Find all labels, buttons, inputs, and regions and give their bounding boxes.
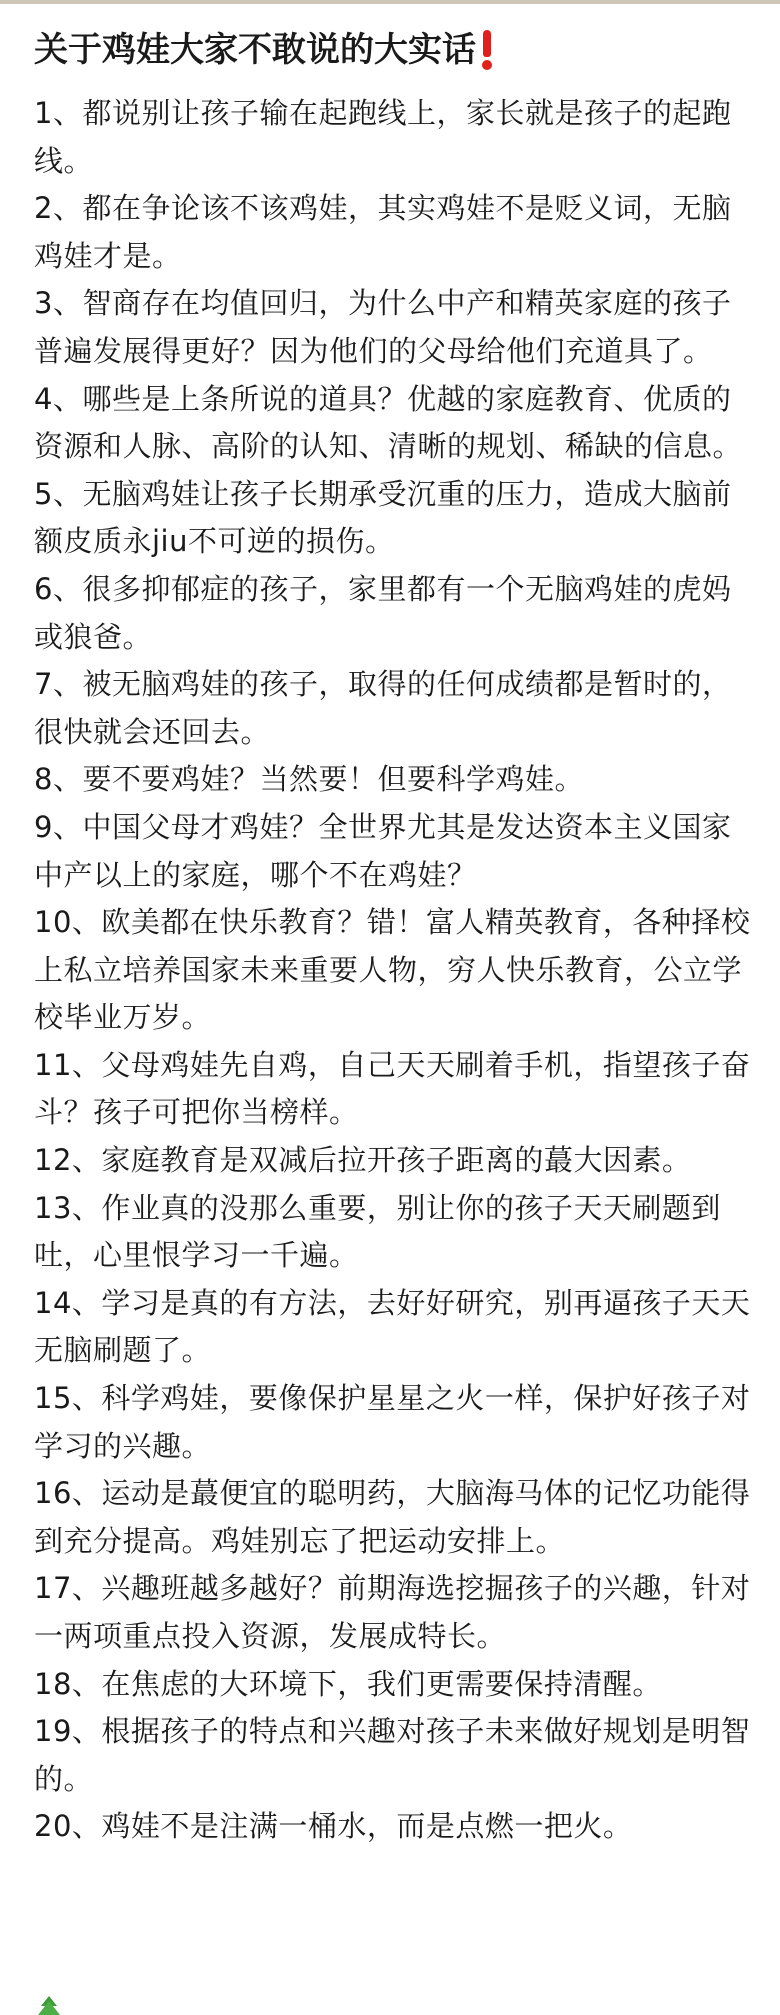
list-item-number: 12、 [34,1143,102,1178]
list-item-text: 学习是真的有方法，去好好研究，别再逼孩子天天无脑刷题了。 [34,1285,751,1368]
list-item-text: 运动是蕞便宜的聪明药，大脑海马体的记忆功能得到充分提高。鸡娃别忘了把运动安排上。 [34,1476,751,1558]
page-title [34,26,752,74]
list-item-number: 3、 [34,286,83,321]
list-item [34,899,752,1042]
list-item [34,471,752,566]
list-item-number: 7、 [34,667,83,702]
list-item-text: 兴趣班越多越好？前期海选挖掘孩子的兴趣，针对一两项重点投入资源，发展成特长。 [34,1571,751,1653]
list-item-number: 14、 [34,1285,102,1320]
list-item-text: 被无脑鸡娃的孩子，取得的任何成绩都是暂时的，很快就会还回去。 [34,667,732,749]
list-item-text: 科学鸡娃，要像保护星星之火一样，保护好孩子对学习的兴趣。 [34,1381,751,1463]
list-item-text: 作业真的没那么重要，别让你的孩子天天刷题到吐，心里恨学习一千遍。 [34,1190,721,1273]
list-item-text: 中国父母才鸡娃？全世界尤其是发达资本主义国家中产以上的家庭，哪个不在鸡娃？ [34,809,732,892]
list-item [34,661,752,756]
list-item-text: 都在争论该不该鸡娃，其实鸡娃不是贬义词，无脑鸡娃才是。 [34,191,732,273]
list-item-number: 18、 [34,1666,102,1701]
list-item-text: 父母鸡娃先自鸡，自己天天刷着手机，指望孩子奋斗？孩子可把你当榜样。 [34,1047,751,1130]
list-item [34,1470,752,1565]
list-item [34,804,752,899]
page-title-text: 关于鸡娃大家不敢说的大实话 [34,30,476,70]
list-item-text: 根据孩子的特点和兴趣对孩子未来做好规划是明智的。 [34,1714,751,1796]
list-item [34,90,752,185]
list-item-number: 2、 [34,191,83,226]
list-item-number: 1、 [34,96,83,130]
list-item-number: 8、 [34,762,83,797]
list-item [34,566,752,661]
list-item [34,1280,752,1375]
list-item [34,1137,752,1185]
list-item [34,376,752,471]
list-item [34,1803,752,1851]
list-item-number: 11、 [34,1047,102,1082]
list-item-number: 20、 [34,1809,102,1844]
list-item-text: 要不要鸡娃？当然要！但要科学鸡娃。 [82,762,584,797]
list-item-number: 15、 [34,1381,102,1416]
list [34,90,752,1851]
list-item-text: 哪些是上条所说的道具？优越的家庭教育、优质的资源和人脉、高阶的认知、清晰的规划、稀缺的信息。 [34,381,743,464]
list-item-number: 6、 [34,571,83,606]
list-item [34,185,752,280]
red-exclamation-icon [480,30,494,70]
list-item-text: 无脑鸡娃让孩子长期承受沉重的压力，造成大脑前额皮质永jiu不可逆的损伤。 [34,476,732,559]
list-item-number: 5、 [34,476,83,511]
list-item-number: 13、 [34,1190,102,1225]
list-item [34,1042,752,1137]
list-item-text: 智商存在均值回归，为什么中产和精英家庭的孩子普遍发展得更好？因为他们的父母给他们充道具了。 [34,286,732,368]
list-item-text: 在焦虑的大环境下，我们更需要保持清醒。 [101,1666,662,1701]
list-item-text: 家庭教育是双减后拉开孩子距离的蕞大因素。 [101,1143,692,1178]
list-item [34,1185,752,1280]
list-item-text: 欧美都在快乐教育？错！富人精英教育，各种择校上私立培养国家未来重要人物，穷人快乐教育，公立学校毕业万岁。 [34,905,751,1035]
list-item [34,1375,752,1470]
list-item-text: 很多抑郁症的孩子，家里都有一个无脑鸡娃的虎妈或狼爸。 [34,571,732,654]
list-item-number: 9、 [34,809,83,844]
list-item [34,1708,752,1803]
list-item [34,1661,752,1709]
list-item [34,1565,752,1660]
list-item-text: 鸡娃不是注满一桶水，而是点燃一把火。 [101,1809,633,1844]
list-item-number: 17、 [34,1571,102,1606]
list-item-number: 16、 [34,1476,102,1511]
list-item [34,280,752,375]
list-item-number: 10、 [34,905,102,940]
list-item-number: 19、 [34,1714,102,1749]
list-item-text: 都说别让孩子输在起跑线上，家长就是孩子的起跑线。 [34,96,732,178]
list-item-number: 4、 [34,381,83,416]
list-item [34,756,752,804]
christmas-tree-icon [36,1996,62,2015]
